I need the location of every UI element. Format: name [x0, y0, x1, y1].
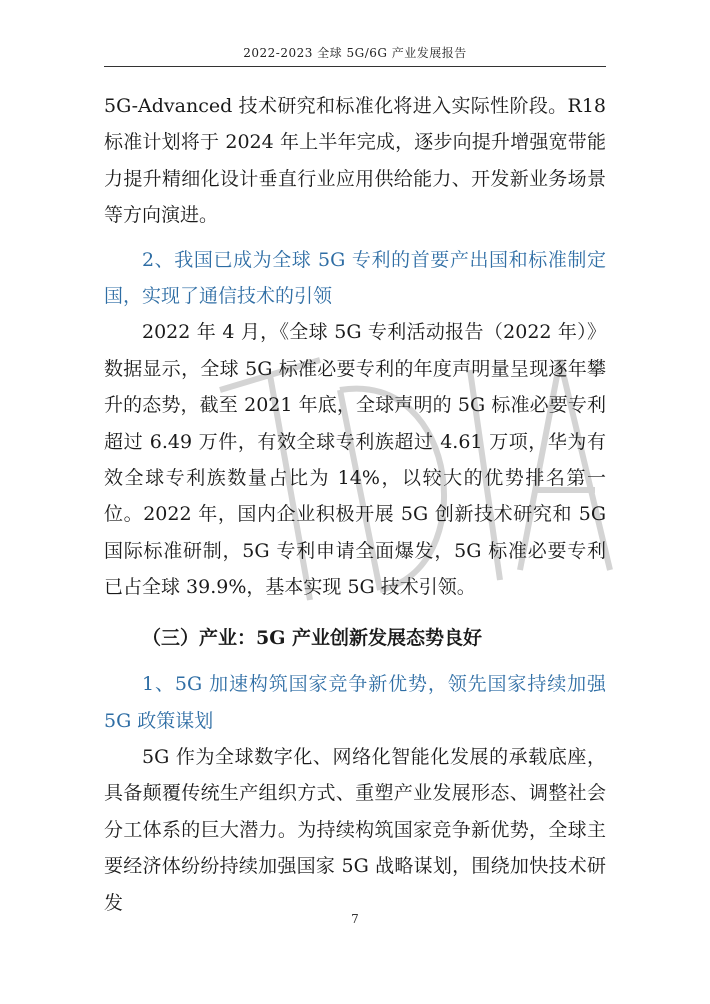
paragraph-1: 5G-Advanced 技术研究和标准化将进入实际性阶段。R18 标准计划将于 2024 年上半年完成，逐步向提升增强宽带能力提升精细化设计垂直行业应用供给能力、开发新业务场景等方向演进。 — [104, 95, 606, 227]
page-number: 7 — [351, 912, 359, 926]
paragraph-3: 5G 作为全球数字化、网络化智能化发展的承载底座，具备颠覆传统生产组织方式、重塑产业发展形态、调整社会分工体系的巨大潜力。为持续构筑国家竞争新优势，全球主要经济体纷纷持续加强国家 5G 战略谋划，围绕加快技术研发 — [104, 745, 606, 914]
document-body — [104, 88, 606, 921]
header-rule — [104, 66, 606, 67]
subheading-policy: 1、5G 加速构筑国家竞争新优势，领先国家持续加强 5G 政策谋划 — [104, 673, 606, 732]
subheading-patents: 2、我国已成为全球 5G 专利的首要产出国和标准制定国，实现了通信技术的引领 — [104, 248, 606, 308]
paragraph-2: 2022 年 4 月，《全球 5G 专利活动报告（2022 年）》数据显示，全球 5G 标准必要专利的年度声明量呈现逐年攀升的态势，截至 2021 年底，全球声明的 5G 标准必要专利超过 6.49 万件，有效全球专利族超过 4.61 万项，华为有效全球专利族数量占比为 14%，以较大的优势排名第一位。2022 年，国内企业积极开展 5G 创新技术研究和 5G 国际标准研制，5G 专利申请全面爆发，5G 标准必要专利已占全球 39.9%，基本实现 5G 技术引领。 — [104, 321, 606, 599]
page-header: 2022-2023 全球 5G/6G 产业发展报告 — [243, 46, 467, 60]
section-heading-industry: （三）产业：5G 产业创新发展态势良好 — [142, 626, 483, 649]
